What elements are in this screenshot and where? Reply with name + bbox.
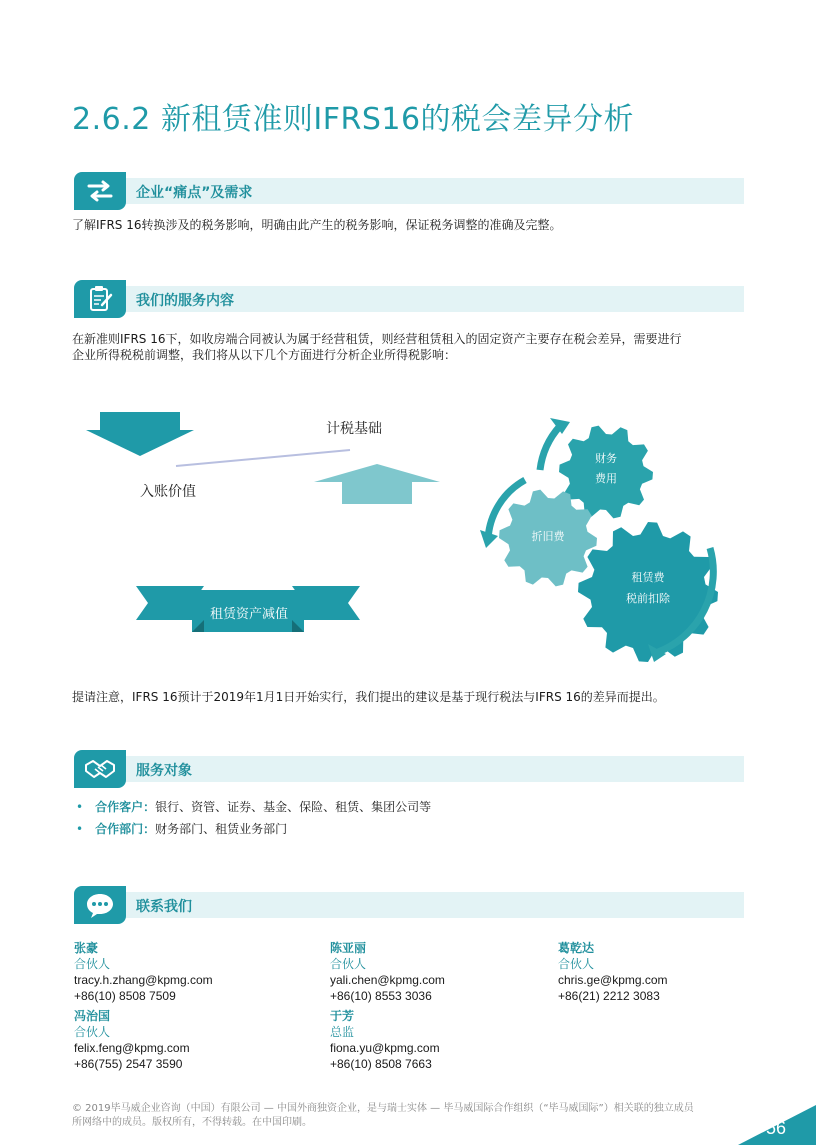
entry-value-label: 入账价值 (140, 484, 196, 500)
contact-name: 张豪 (74, 941, 99, 955)
client-bullet-1 (76, 798, 431, 817)
contact-phone: +86(10) 8508 7509 (74, 989, 176, 1003)
copyright-line-2: 所网络中的成员。版权所有，不得转载。在中国印刷。 (72, 1117, 312, 1128)
note-text: 提请注意，IFRS 16预计于2019年1月1日开始实行，我们提出的建议是基于现行税法与IFRS 16的差异而提出。 (72, 690, 665, 704)
tax-base-label: 计税基础 (326, 421, 382, 437)
bullet-key: 合作部门： (95, 822, 156, 836)
contact-card (330, 940, 445, 1004)
contact-email[interactable]: tracy.h.zhang@kpmg.com (74, 973, 213, 987)
contact-email[interactable]: felix.feng@kpmg.com (74, 1041, 190, 1055)
contact-role: 合伙人 (558, 957, 595, 971)
page-number: 56 (765, 1118, 786, 1138)
contact-name: 于芳 (330, 1009, 355, 1023)
gear-depreciation-label: 折旧费 (531, 530, 565, 543)
bullet-dot: • (76, 822, 84, 836)
clipboard-check-icon (74, 280, 126, 318)
impairment-label: 租赁资产减值 (210, 607, 289, 622)
contact-name: 陈亚丽 (330, 941, 367, 955)
section-title-contact: 联系我们 (136, 899, 192, 915)
gear-rent-label-1: 租赁费 (631, 571, 665, 584)
tax-difference-diagram (70, 400, 770, 690)
contact-card (330, 1008, 440, 1072)
gear-finance-label-2: 费用 (595, 472, 617, 485)
bullet-dot: • (76, 800, 84, 814)
bullet-value: 财务部门、租赁业务部门 (155, 822, 288, 836)
handshake-icon (74, 750, 126, 788)
section-title-pain: 企业“痛点”及需求 (136, 185, 253, 201)
page-title: 2.6.2 新租赁准则IFRS16的税会差异分析 (72, 102, 635, 137)
contact-phone: +86(10) 8508 7663 (330, 1057, 432, 1071)
contact-card (558, 940, 668, 1004)
contact-role: 合伙人 (74, 957, 111, 971)
copyright-line-1: © 2019毕马威企业咨询（中国）有限公司 — 中国外商独资企业，是与瑞士实体 — 毕马威国际合作组织（“毕马威国际”）相关联的独立成员 (72, 1103, 694, 1114)
copyright-footer (72, 1102, 752, 1130)
up-arrow-shape (314, 464, 440, 504)
contact-role: 合伙人 (330, 957, 367, 971)
gear-rent-label-2: 税前扣除 (626, 592, 670, 605)
chat-bubble-icon (74, 886, 126, 924)
gear-finance-label-1: 财务 (595, 452, 617, 465)
contact-email[interactable]: yali.chen@kpmg.com (330, 973, 445, 987)
client-bullet-2 (76, 820, 287, 839)
contact-phone: +86(21) 2212 3083 (558, 989, 660, 1003)
contact-role: 合伙人 (74, 1025, 111, 1039)
bullet-key: 合作客户： (95, 800, 156, 814)
pain-text: 了解IFRS 16转换涉及的税务影响，明确由此产生的税务影响，保证税务调整的准确及完整。 (72, 218, 562, 232)
section-title-clients: 服务对象 (136, 763, 192, 779)
contact-email[interactable]: fiona.yu@kpmg.com (330, 1041, 440, 1055)
cycle-arrow-top (540, 426, 560, 470)
contact-card (74, 940, 213, 1004)
down-arrow-shape (86, 412, 194, 456)
contact-role: 总监 (330, 1025, 355, 1039)
contact-name: 冯治国 (74, 1009, 111, 1023)
contact-phone: +86(755) 2547 3590 (74, 1057, 183, 1071)
arrows-exchange-icon (74, 172, 126, 210)
contact-phone: +86(10) 8553 3036 (330, 989, 432, 1003)
contact-card (74, 1008, 190, 1072)
bullet-value: 银行、资管、证券、基金、保险、租赁、集团公司等 (155, 800, 432, 814)
section-title-service: 我们的服务内容 (136, 293, 234, 309)
contact-name: 葛乾达 (558, 941, 595, 955)
service-text-line1: 在新准则IFRS 16下，如收房端合同被认为属于经营租赁，则经营租赁租入的固定资产主要存在税会差异，需要进行 (72, 332, 682, 346)
connector-line (176, 450, 350, 466)
contact-email[interactable]: chris.ge@kpmg.com (558, 973, 668, 987)
service-text-line2: 企业所得税税前调整，我们将从以下几个方面进行分析企业所得税影响： (72, 348, 457, 362)
